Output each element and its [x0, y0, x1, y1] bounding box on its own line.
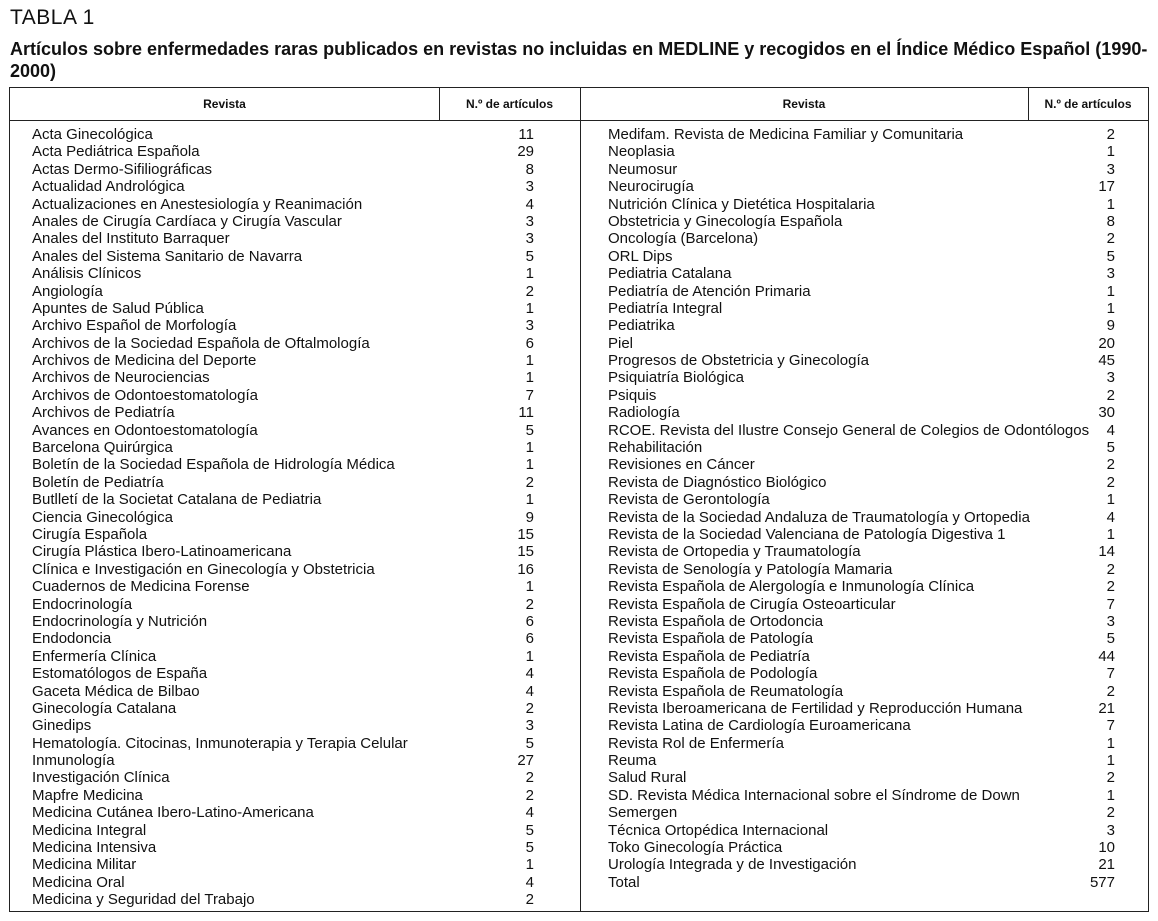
table-row — [32, 804, 532, 821]
article-count: 10 — [1098, 839, 1115, 857]
journal-name: Archivos de Neurociencias — [32, 369, 210, 387]
table-row — [32, 300, 532, 317]
table-row — [32, 213, 532, 230]
table-row — [32, 422, 532, 439]
table-row — [32, 335, 532, 352]
table-row — [32, 474, 532, 491]
table-row — [32, 196, 532, 213]
article-count: 3 — [525, 212, 534, 230]
table-row — [608, 560, 1115, 578]
table-row — [608, 230, 1115, 248]
article-count: 1 — [1106, 143, 1115, 161]
table-row — [608, 265, 1115, 283]
article-count: 5 — [1106, 630, 1115, 648]
journal-name: Cuadernos de Medicina Forense — [32, 578, 250, 596]
table-row — [32, 717, 532, 734]
article-count: 44 — [1098, 647, 1115, 665]
article-count: 1 — [1106, 491, 1115, 509]
journal-name: Archivos de la Sociedad Española de Oftalmología — [32, 334, 370, 352]
table-row — [608, 282, 1115, 300]
article-count: 1 — [525, 265, 534, 283]
table-row — [32, 648, 532, 665]
table-row — [608, 786, 1115, 804]
article-count: 6 — [525, 612, 534, 630]
article-count: 2 — [1106, 560, 1115, 578]
table-row — [608, 439, 1115, 457]
table-row — [608, 456, 1115, 474]
article-count: 1 — [1106, 752, 1115, 770]
table-row — [608, 578, 1115, 596]
journal-name: Urología Integrada y de Investigación — [608, 856, 857, 874]
article-count: 2 — [525, 769, 534, 787]
article-count: 2 — [525, 699, 534, 717]
article-count: 4 — [525, 195, 534, 213]
article-count: 15 — [517, 543, 534, 561]
journal-name: Clínica e Investigación en Ginecología y Obstetricia — [32, 560, 375, 578]
journal-name: Archivos de Medicina del Deporte — [32, 352, 257, 370]
header-divider-left — [439, 88, 440, 121]
journal-name: RCOE. Revista del Ilustre Consejo General de Colegios de Odontólogos — [608, 421, 1090, 439]
article-count: 6 — [525, 630, 534, 648]
journal-name: Revista Iberoamericana de Fertilidad y Reproducción Humana — [608, 699, 1023, 717]
article-count: 21 — [1098, 699, 1115, 717]
article-count: 15 — [517, 525, 534, 543]
table-row — [608, 682, 1115, 700]
journal-name: Acta Pediátrica Española — [32, 143, 200, 161]
article-count: 21 — [1098, 856, 1115, 874]
journal-name: Revisiones en Cáncer — [608, 456, 755, 474]
journal-name: Hematología. Citocinas, Inmunoterapia y Terapia Celular — [32, 734, 408, 752]
article-count: 17 — [1098, 178, 1115, 196]
article-count: 2 — [1106, 473, 1115, 491]
journal-name: Pediatría de Atención Primaria — [608, 282, 811, 300]
journal-name: Nutrición Clínica y Dietética Hospitalaria — [608, 195, 875, 213]
article-count: 3 — [1106, 160, 1115, 178]
journal-name: Actualizaciones en Anestesiología y Reanimación — [32, 195, 363, 213]
journal-name: Butlletí de la Societat Catalana de Pediatria — [32, 491, 322, 509]
table-row — [608, 143, 1115, 161]
article-count: 2 — [1106, 126, 1115, 143]
journal-name: Revista Española de Patología — [608, 630, 814, 648]
article-count: 3 — [1106, 821, 1115, 839]
article-count: 1 — [525, 647, 534, 665]
table-title: Artículos sobre enfermedades raras publicados en revistas no incluidas en MEDLINE y recogidos en el Índice Médico Español (1990-2000) — [10, 39, 1148, 81]
article-count: 4 — [1106, 421, 1115, 439]
journal-name: Técnica Ortopédica Internacional — [608, 821, 829, 839]
table-row — [32, 561, 532, 578]
article-count: 1 — [1106, 299, 1115, 317]
article-count: 5 — [525, 821, 534, 839]
table-row — [608, 491, 1115, 509]
article-count: 4 — [525, 873, 534, 891]
journal-name: Revista de la Sociedad Valenciana de Patología Digestiva 1 — [608, 525, 1006, 543]
article-count: 9 — [1106, 317, 1115, 335]
article-count: 577 — [1089, 873, 1115, 891]
journal-name: Ciencia Ginecológica — [32, 508, 173, 526]
table-row — [32, 230, 532, 247]
journal-name: Inmunología — [32, 752, 115, 770]
article-count: 1 — [525, 856, 534, 874]
table-row — [32, 387, 532, 404]
journal-name: Revista de Gerontología — [608, 491, 770, 509]
header-right-count: N.º de artículos — [1028, 88, 1148, 121]
journal-name: Medicina Integral — [32, 821, 147, 839]
journal-name: Toko Ginecología Práctica — [608, 839, 783, 857]
column-divider — [580, 88, 581, 911]
journal-name: Neoplasia — [608, 143, 675, 161]
table-row — [608, 195, 1115, 213]
journal-name: Rehabilitación — [608, 439, 703, 457]
table-row — [32, 665, 532, 682]
article-count: 1 — [525, 369, 534, 387]
table-row — [608, 647, 1115, 665]
table-row — [32, 509, 532, 526]
table-label: TABLA 1 — [10, 6, 95, 29]
table-row — [608, 178, 1115, 196]
table-row — [608, 873, 1115, 891]
article-count: 14 — [1098, 543, 1115, 561]
table-row — [608, 525, 1115, 543]
table-row — [32, 265, 532, 282]
journal-name: Revista Rol de Enfermería — [608, 734, 784, 752]
article-count: 5 — [525, 247, 534, 265]
journal-name: Boletín de Pediatría — [32, 473, 164, 491]
table-row — [32, 891, 532, 908]
article-count: 1 — [525, 491, 534, 509]
table-row — [608, 769, 1115, 787]
journal-name: Obstetricia y Ginecología Española — [608, 212, 843, 230]
article-count: 7 — [1106, 717, 1115, 735]
table-row — [608, 369, 1115, 387]
journal-name: SD. Revista Médica Internacional sobre el Síndrome de Down — [608, 786, 1020, 804]
table-row — [32, 856, 532, 873]
right-column-rows — [608, 126, 1115, 891]
article-count: 4 — [525, 682, 534, 700]
journal-name: Acta Ginecológica — [32, 126, 153, 143]
table-row — [608, 508, 1115, 526]
article-count: 1 — [525, 578, 534, 596]
header-divider-right — [1028, 88, 1029, 121]
journal-name: Barcelona Quirúrgica — [32, 439, 173, 457]
article-count: 30 — [1098, 404, 1115, 422]
article-count: 9 — [525, 508, 534, 526]
table-row — [608, 839, 1115, 857]
table-row — [32, 543, 532, 560]
article-count: 1 — [525, 456, 534, 474]
table-row — [32, 769, 532, 786]
article-count: 1 — [525, 439, 534, 457]
journal-name: Revista de Ortopedia y Traumatología — [608, 543, 861, 561]
article-count: 3 — [1106, 265, 1115, 283]
table-row — [608, 734, 1115, 752]
table-row — [32, 439, 532, 456]
journal-name: Salud Rural — [608, 769, 687, 787]
table-row — [608, 126, 1115, 143]
journal-name: Revista Española de Cirugía Osteoarticular — [608, 595, 896, 613]
journal-name: Estomatólogos de España — [32, 665, 208, 683]
article-count: 5 — [1106, 439, 1115, 457]
article-count: 16 — [517, 560, 534, 578]
header-left-count: N.º de artículos — [439, 88, 580, 121]
journal-name: Neurocirugía — [608, 178, 694, 196]
article-count: 3 — [525, 178, 534, 196]
journal-name: Enfermería Clínica — [32, 647, 157, 665]
table-row — [32, 822, 532, 839]
article-count: 2 — [1106, 456, 1115, 474]
table-row — [32, 248, 532, 265]
article-count: 3 — [1106, 612, 1115, 630]
article-count: 7 — [525, 386, 534, 404]
table-row — [32, 456, 532, 473]
journal-name: Avances en Odontoestomatología — [32, 421, 258, 439]
table-row — [32, 178, 532, 195]
article-count: 8 — [1106, 212, 1115, 230]
table-row — [608, 352, 1115, 370]
article-count: 2 — [1106, 386, 1115, 404]
journal-name: Revista de la Sociedad Andaluza de Traumatología y Ortopedia — [608, 508, 1030, 526]
table-row — [32, 683, 532, 700]
article-count: 2 — [525, 595, 534, 613]
article-count: 2 — [1106, 682, 1115, 700]
journal-name: Actas Dermo-Sifiliográficas — [32, 160, 213, 178]
journal-name: Revista Española de Ortodoncia — [608, 612, 824, 630]
journal-name: Cirugía Plástica Ibero-Latinoamericana — [32, 543, 292, 561]
article-count: 5 — [525, 734, 534, 752]
table-row — [32, 874, 532, 891]
table-row — [32, 735, 532, 752]
journal-name: Psiquis — [608, 386, 657, 404]
article-count: 2 — [1106, 578, 1115, 596]
journal-name: Archivos de Pediatría — [32, 404, 175, 422]
article-count: 2 — [1106, 230, 1115, 248]
journal-name: Anales del Sistema Sanitario de Navarra — [32, 247, 303, 265]
table-row — [608, 317, 1115, 335]
article-count: 1 — [525, 352, 534, 370]
header-left-journal: Revista — [10, 88, 439, 121]
table-row — [608, 821, 1115, 839]
table-row — [32, 596, 532, 613]
journal-name: Pediatria Catalana — [608, 265, 732, 283]
article-count: 4 — [1106, 508, 1115, 526]
table-row — [32, 700, 532, 717]
table-row — [32, 352, 532, 369]
table-row — [608, 543, 1115, 561]
table-row — [608, 752, 1115, 770]
journal-name: Medicina Cutánea Ibero-Latino-Americana — [32, 804, 314, 822]
table-row — [608, 160, 1115, 178]
table-row — [608, 595, 1115, 613]
article-count: 8 — [525, 160, 534, 178]
table-row — [32, 630, 532, 647]
table-row — [608, 212, 1115, 230]
table-row — [608, 804, 1115, 822]
journal-name: Oncología (Barcelona) — [608, 230, 759, 248]
table-row — [32, 161, 532, 178]
journal-name: Investigación Clínica — [32, 769, 170, 787]
article-count: 3 — [525, 717, 534, 735]
journal-name: Medicina Intensiva — [32, 839, 157, 857]
table-row — [608, 299, 1115, 317]
journal-name: Revista de Senología y Patología Mamaria — [608, 560, 893, 578]
article-count: 2 — [525, 473, 534, 491]
article-count: 5 — [525, 421, 534, 439]
article-count: 11 — [518, 126, 534, 143]
article-count: 5 — [525, 839, 534, 857]
article-count: 4 — [525, 665, 534, 683]
table-row — [608, 856, 1115, 874]
article-count: 7 — [1106, 665, 1115, 683]
journal-name: Boletín de la Sociedad Española de Hidrología Médica — [32, 456, 395, 474]
journal-name: Archivos de Odontoestomatología — [32, 386, 258, 404]
article-count: 6 — [525, 334, 534, 352]
article-count: 11 — [518, 404, 534, 422]
journal-name: Pediatrika — [608, 317, 675, 335]
journal-name: Endocrinología y Nutrición — [32, 612, 208, 630]
journal-name: Medicina Oral — [32, 873, 125, 891]
article-count: 20 — [1098, 334, 1115, 352]
table-row — [32, 317, 532, 334]
journal-name: Ginedips — [32, 717, 92, 735]
article-count: 2 — [1106, 804, 1115, 822]
article-count: 2 — [525, 282, 534, 300]
journal-name: Endodoncia — [32, 630, 112, 648]
journal-name: Mapfre Medicina — [32, 786, 143, 804]
journal-name: Psiquiatría Biológica — [608, 369, 744, 387]
table-row — [608, 665, 1115, 683]
table-row — [32, 404, 532, 421]
journal-name: Revista Latina de Cardiología Euroamericana — [608, 717, 911, 735]
journal-name: Revista Española de Alergología e Inmunología Clínica — [608, 578, 975, 596]
journal-name: Apuntes de Salud Pública — [32, 299, 204, 317]
table-row — [608, 404, 1115, 422]
table-row — [32, 283, 532, 300]
journal-name: Endocrinología — [32, 595, 133, 613]
journal-name: Piel — [608, 334, 634, 352]
article-count: 1 — [1106, 786, 1115, 804]
table-row — [32, 143, 532, 160]
left-column-rows — [32, 126, 532, 909]
journal-name: Reuma — [608, 752, 657, 770]
article-count: 2 — [1106, 769, 1115, 787]
table-row — [608, 612, 1115, 630]
journal-name: Revista de Diagnóstico Biológico — [608, 473, 827, 491]
journal-name: Anales del Instituto Barraquer — [32, 230, 230, 248]
journal-name: Gaceta Médica de Bilbao — [32, 682, 200, 700]
article-count: 1 — [525, 299, 534, 317]
table-row — [608, 717, 1115, 735]
journal-name: Revista Española de Reumatología — [608, 682, 844, 700]
article-count: 5 — [1106, 247, 1115, 265]
journal-name: Total — [608, 873, 640, 891]
table-row — [32, 369, 532, 386]
table-row — [608, 247, 1115, 265]
table-row — [32, 578, 532, 595]
journal-name: Angiología — [32, 282, 103, 300]
article-count: 1 — [1106, 525, 1115, 543]
table-row — [608, 334, 1115, 352]
table-row — [32, 491, 532, 508]
table-row — [608, 421, 1115, 439]
table-row — [32, 613, 532, 630]
journal-name: Neumosur — [608, 160, 678, 178]
table-row — [32, 126, 532, 143]
article-count: 1 — [1106, 282, 1115, 300]
table-row — [608, 630, 1115, 648]
article-count: 27 — [517, 752, 534, 770]
article-count: 7 — [1106, 595, 1115, 613]
table-row — [32, 752, 532, 769]
journal-name: Pediatría Integral — [608, 299, 723, 317]
table-row — [32, 787, 532, 804]
journal-name: Medicina y Seguridad del Trabajo — [32, 891, 255, 909]
article-count: 3 — [1106, 369, 1115, 387]
journal-name: Semergen — [608, 804, 678, 822]
table-row — [608, 473, 1115, 491]
article-count: 45 — [1098, 352, 1115, 370]
table-row — [608, 386, 1115, 404]
article-count: 3 — [525, 230, 534, 248]
journal-name: ORL Dips — [608, 247, 673, 265]
article-count: 4 — [525, 804, 534, 822]
table-row — [32, 526, 532, 543]
header-right-journal: Revista — [580, 88, 1028, 121]
article-count: 2 — [525, 786, 534, 804]
journal-name: Cirugía Española — [32, 525, 148, 543]
article-count: 1 — [1106, 734, 1115, 752]
journal-name: Revista Española de Podología — [608, 665, 818, 683]
journal-name: Actualidad Andrológica — [32, 178, 185, 196]
journal-name: Medicina Militar — [32, 856, 137, 874]
table-row — [608, 699, 1115, 717]
journal-name: Ginecología Catalana — [32, 699, 177, 717]
article-count: 2 — [525, 891, 534, 909]
article-count: 1 — [1106, 195, 1115, 213]
article-count: 3 — [525, 317, 534, 335]
journal-name: Archivo Español de Morfología — [32, 317, 237, 335]
journal-name: Análisis Clínicos — [32, 265, 142, 283]
journal-name: Medifam. Revista de Medicina Familiar y Comunitaria — [608, 126, 964, 143]
journal-name: Progresos de Obstetricia y Ginecología — [608, 352, 869, 370]
journal-name: Revista Española de Pediatría — [608, 647, 810, 665]
journal-table — [9, 87, 1149, 912]
journal-name: Radiología — [608, 404, 680, 422]
table-row — [32, 839, 532, 856]
journal-name: Anales de Cirugía Cardíaca y Cirugía Vascular — [32, 212, 342, 230]
article-count: 29 — [517, 143, 534, 161]
